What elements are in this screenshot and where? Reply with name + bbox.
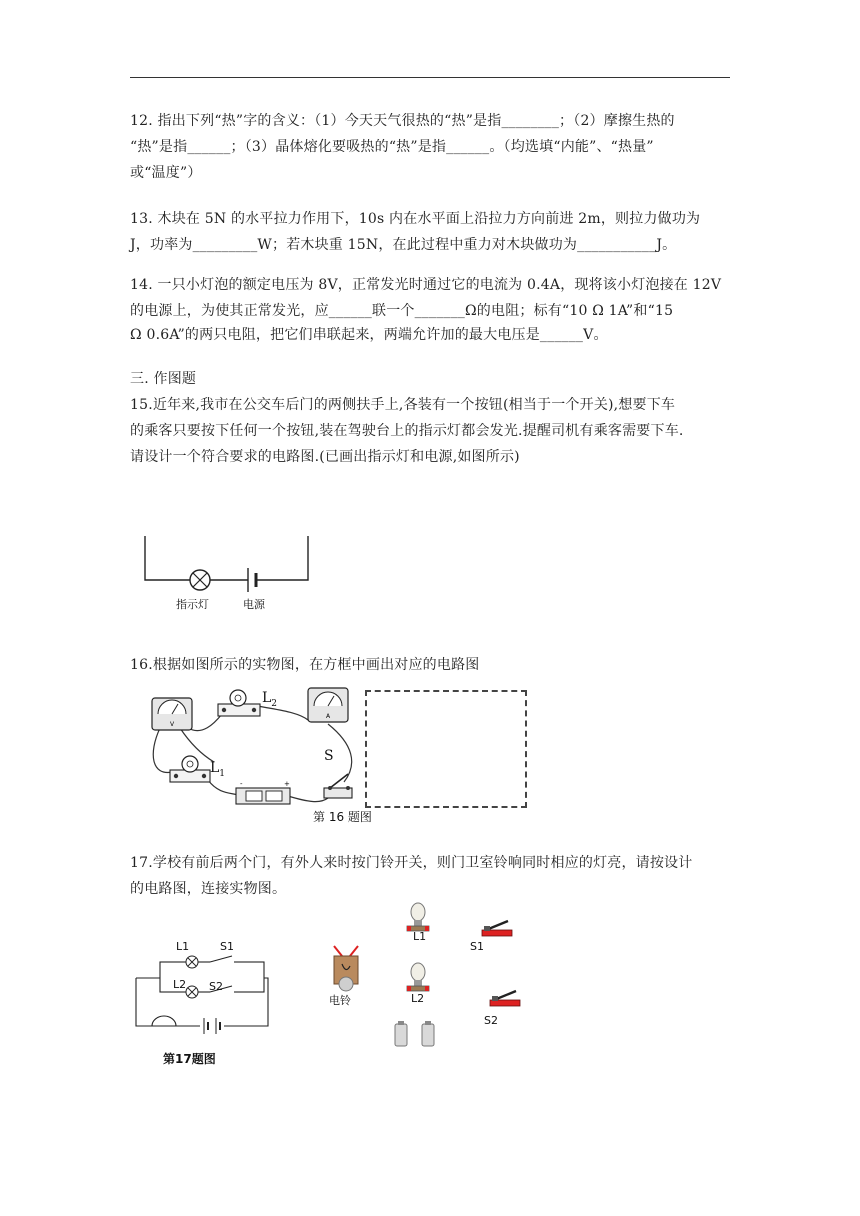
switch-s-icon [324,774,352,798]
q15-line3: 请设计一个符合要求的电路图.(已画出指示灯和电源,如图所示) [130,449,520,465]
q17-switch-s2-object [488,988,522,1008]
q12-line1: 12. 指出下列“热”字的含义：（1）今天天气很热的“热”是指________；（2）摩擦生热的 [130,113,675,129]
q17-lamp-l2-object [404,962,432,992]
q17-line2: 的电路图，连接实物图。 [130,881,287,897]
q17-lamp-l1-object [404,902,432,932]
ammeter-icon [308,688,348,722]
q17-battery-objects [392,1020,442,1048]
battery-box-icon [236,780,290,804]
q17-diag-s2: S2 [209,980,223,993]
q15-power-label: 电源 [243,598,265,611]
q16-physical-circuit [148,684,363,809]
q17-diag-s1: S1 [220,940,234,953]
q17-obj-bell-label: 电铃 [329,994,351,1007]
svg-text:V: V [169,721,175,728]
q16-answer-box [365,690,527,808]
svg-text:-: - [240,780,243,788]
q17-bell-object [328,944,364,992]
q13-line1: 13. 木块在 5N 的水平拉力作用下，10s 内在水平面上沿拉力方向前进 2m，则拉力做功为 [130,211,701,227]
q12-line2: “热”是指______；（3）晶体熔化要吸热的“热”是指______。（均选填“内能”、“热量” [130,139,654,155]
q13-line2: J，功率为_________W；若木块重 15N，在此过程中重力对木块做功为___________J。 [130,237,677,253]
q17-obj-l1-label: L1 [413,930,427,943]
q17-line1: 17.学校有前后两个门，有外人来时按门铃开关，则门卫室铃响同时相应的灯亮，请按设计 [130,855,693,871]
diag-bell-symbol [152,1016,176,1026]
q17-obj-s1-label: S1 [470,940,484,953]
q14-line3: Ω 0.6A”的两只电阻，把它们串联起来，两端允许加的最大电压是______V。 [130,327,608,343]
q17-circuit-diagram [136,950,268,1032]
voltmeter-icon [152,698,192,730]
q17-switch-s1-object [480,918,514,938]
q16-label-s: S [324,748,334,764]
q17-obj-s2-label: S2 [484,1014,498,1027]
q15-circuit-figure [140,534,320,594]
q17-diag-l2: L2 [173,978,187,991]
q16-line1: 16.根据如图所示的实物图，在方框中画出对应的电路图 [130,657,480,673]
lamp-l1-icon [170,756,210,782]
q17-obj-l2-label: L2 [411,992,425,1005]
section-title: 三. 作图题 [130,371,197,387]
q16-label-l1: $L_1$ [210,760,226,779]
q17-caption: 第17题图 [163,1052,216,1066]
q15-line2: 的乘客只要按下任何一个按钮,装在驾驶台上的指示灯都会发光.提醒司机有乘客需要下车. [130,423,684,439]
q16-label-l2: $L_2$ [262,690,278,709]
q14-line1: 14. 一只小灯泡的额定电压为 8V，正常发光时通过它的电流为 0.4A，现将该小灯泡接在 12V [130,277,722,293]
q14-line2: 的电源上，为使其正常发光，应______联一个_______Ω的电阻；标有“10 Ω 1A”和“15 [130,303,674,319]
svg-text:A: A [325,713,331,720]
header-rule [130,77,730,78]
q15-line1: 15.近年来,我市在公交车后门的两侧扶手上,各装有一个按钮(相当于一个开关),想要下车 [130,397,676,413]
svg-text:+: + [284,780,290,788]
q12-line3: 或“温度”） [130,165,202,181]
q15-lamp-label: 指示灯 [176,598,209,611]
lamp-l2-icon [218,690,260,716]
q16-caption: 第 16 题图 [313,810,372,824]
q17-diag-l1: L1 [176,940,190,953]
